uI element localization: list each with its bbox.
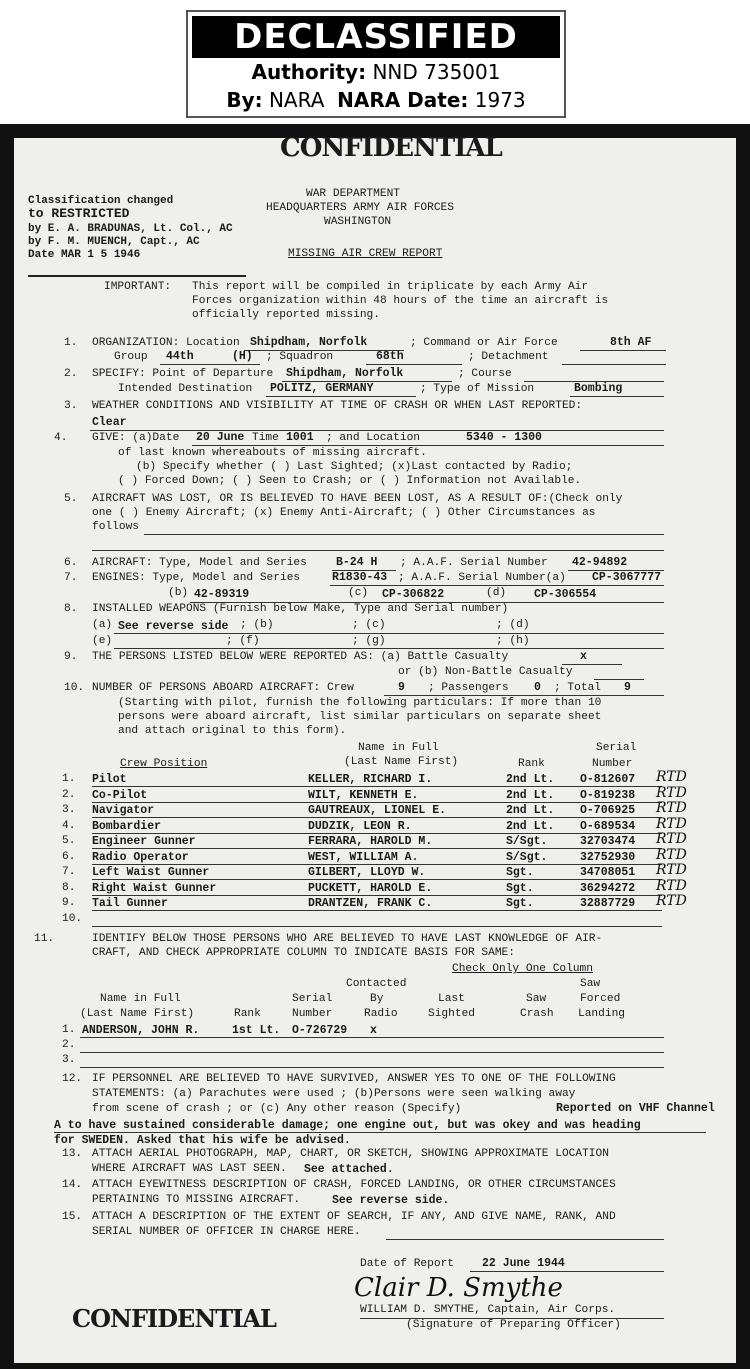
s11-line-2: CRAFT, AND CHECK APPROPRIATE COLUMN TO INDICATE BASIS FOR SAME: (92, 947, 515, 959)
s10-line-3: persons were aboard aircraft, list similar particulars on separate sheet (118, 711, 602, 723)
s11-h-rank: Rank (234, 1008, 261, 1020)
s2-destination-value: POLITZ, GERMANY (270, 382, 374, 395)
s10-line-4: and attach original to this form). (118, 725, 347, 737)
s12-reason-3: for SWEDEN. Asked that his wife be advised. (54, 1134, 351, 1147)
crew-row-num: 9. (62, 897, 76, 909)
s12-line-1: IF PERSONNEL ARE BELIEVED TO HAVE SURVIVED, ANSWER YES TO ONE OF THE FOLLOWING (92, 1073, 616, 1085)
s8-label: INSTALLED WEAPONS (Furnish below Make, Type and Serial number) (92, 603, 509, 615)
s7-engines-label: ENGINES: Type, Model and Series (92, 572, 301, 584)
s12-reason-1: Reported on VHF Channel (556, 1102, 715, 1115)
s13-attached: See attached. (304, 1163, 394, 1176)
crew-row-rule (92, 786, 662, 787)
witness-name: ANDERSON, JOHN R. (82, 1024, 200, 1037)
crew-status-note: RTD (656, 784, 687, 801)
s13-line-2: WHERE AIRCRAFT WAS LAST SEEN. (92, 1163, 287, 1175)
crew-status-note: RTD (656, 893, 687, 909)
document-page (14, 133, 736, 1363)
crew-row-num: 6. (62, 850, 76, 863)
crew-status-note: RTD (656, 846, 687, 863)
crew-name: DUDZIK, LEON R. (308, 819, 412, 833)
crew-row-num: 2. (62, 788, 76, 801)
crew-rank: Sgt. (506, 866, 534, 879)
s7-serial-c: CP-306822 (382, 588, 445, 601)
s5-line-2: one ( ) Enemy Aircraft; (x) Enemy Anti-Aircraft; ( ) Other Circumstances as (92, 507, 596, 519)
s8-f-label: ; (f) (226, 635, 260, 647)
witness-serial: O-726729 (292, 1024, 348, 1037)
s11-h-contacted-1: Contacted (346, 978, 407, 990)
witness-radio-mark: x (370, 1024, 377, 1037)
crew-row-num: 8. (62, 881, 76, 894)
crew-row-num: 10. (62, 912, 83, 925)
s3-label: WEATHER CONDITIONS AND VISIBILITY AT TIME OF CRASH OR WHEN LAST REPORTED: (92, 400, 583, 412)
crew-row-rule (92, 802, 662, 803)
crew-serial: O-812607 (580, 773, 636, 786)
s4-time-value: 1001 (286, 431, 314, 444)
crew-position: Engineer Gunner (92, 835, 196, 848)
reclass-line-5: Date MAR 1 5 1946 (28, 249, 141, 261)
crew-rank: S/Sgt. (506, 835, 548, 848)
s7-d-label: (d) (486, 587, 507, 599)
crew-row-rule (92, 833, 662, 834)
s11-h-saw-2: Crash (520, 1008, 554, 1020)
s10-total-value: 9 (624, 681, 631, 694)
s8-a-value: See reverse side (118, 620, 229, 633)
s4-time-label: Time (252, 432, 279, 444)
s12-line-2: STATEMENTS: (a) Parachutes were used ; (b)Persons were seen walking away (92, 1088, 576, 1100)
crew-row-rule (92, 848, 662, 849)
s9-line-1: THE PERSONS LISTED BELOW WERE REPORTED AS: (a) Battle Casualty (92, 651, 509, 663)
crew-serial: O-819238 (580, 788, 636, 802)
crew-position: Radio Operator (92, 850, 189, 864)
crew-position: Right Waist Gunner (92, 881, 217, 895)
classification-top: CONFIDENTIAL (280, 133, 502, 163)
s11-line-1: IDENTIFY BELOW THOSE PERSONS WHO ARE BELIEVED TO HAVE LAST KNOWLEDGE OF AIR- (92, 933, 603, 945)
s8-h-label: ; (h) (496, 635, 530, 647)
witness-row-rule (80, 1037, 664, 1038)
s15-line-2: SERIAL NUMBER OF OFFICER IN CHARGE HERE. (92, 1226, 361, 1238)
reclass-line-4: by F. M. MUENCH, Capt., AC (28, 236, 200, 248)
preparing-officer-name: WILLIAM D. SMYTHE, Captain, Air Corps. (360, 1304, 616, 1316)
s11-h-forced-2: Forced (580, 993, 621, 1005)
s11-h-forced-3: Landing (578, 1008, 625, 1020)
crew-serial: 32752930 (580, 850, 636, 864)
s10-line-2: (Starting with pilot, furnish the following particulars: If more than 10 (118, 697, 602, 709)
important-line-3: officially reported missing. (192, 309, 380, 321)
reclass-line-1: Classification changed (28, 195, 174, 207)
s13-num: 13. (62, 1148, 83, 1160)
s10-crew-label: NUMBER OF PERSONS ABOARD AIRCRAFT: Crew (92, 682, 354, 694)
s10-passengers-label: ; Passengers (428, 682, 509, 694)
crew-position: Bombardier (92, 819, 162, 833)
s10-num: 10. (64, 682, 85, 694)
s3-num: 3. (64, 400, 78, 412)
s6-aircraft-label: AIRCRAFT: Type, Model and Series (92, 557, 307, 569)
s2-departure-label: SPECIFY: Point of Departure (92, 368, 274, 380)
s4-line-3: (b) Specify whether ( ) Last Sighted; (x)Last contacted by Radio; (136, 461, 573, 473)
s4-line-2: of last known whereabouts of missing aircraft. (118, 447, 427, 459)
important-label: IMPORTANT: (104, 281, 172, 293)
crew-h-name-1: Name in Full (358, 742, 439, 754)
s4-location-value: 5340 - 1300 (466, 431, 542, 444)
crew-rank: 2nd Lt. (506, 773, 555, 786)
dept-line-2: HEADQUARTERS ARMY AIR FORCES (266, 202, 454, 214)
s1-location-value: Shipdham, Norfolk (250, 336, 368, 349)
crew-row-rule (92, 926, 662, 927)
by-line: By: NARA NARA Date: 1973 (226, 88, 526, 112)
s1-num: 1. (64, 337, 78, 349)
witness-rank: 1st Lt. (232, 1024, 281, 1037)
classification-bottom: CONFIDENTIAL (72, 1304, 276, 1333)
s7-serial-d: CP-306554 (534, 588, 597, 601)
important-line-2: Forces organization within 48 hours of the time an aircraft is (192, 295, 609, 307)
s7-engine-type: R1830-43 (332, 571, 388, 584)
crew-name: KELLER, RICHARD I. (308, 773, 433, 786)
s1-detachment-label: ; Detachment (468, 351, 549, 363)
crew-h-position: Crew Position (120, 758, 208, 770)
s8-c-label: ; (c) (352, 619, 386, 631)
s11-h-last-1: Last (438, 993, 465, 1005)
s6-num: 6. (64, 557, 78, 569)
s1-location-label: ORGANIZATION: Location (92, 337, 240, 349)
crew-row-rule (92, 817, 662, 818)
crew-row-rule (92, 895, 662, 896)
s12-num: 12. (62, 1073, 83, 1085)
crew-row-num: 7. (62, 866, 76, 878)
s1-group-type: (H) (232, 350, 253, 363)
s2-mission-value: Bombing (574, 382, 623, 395)
s8-d-label: ; (d) (496, 619, 530, 631)
witness-row-rule (80, 1052, 664, 1053)
witness-row-num: 2. (62, 1039, 76, 1051)
crew-rank: Sgt. (506, 881, 534, 895)
crew-name: FERRARA, HAROLD M. (308, 835, 433, 848)
crew-rank: Sgt. (506, 897, 534, 910)
crew-h-serial-2: Number (592, 758, 633, 770)
s2-num: 2. (64, 368, 78, 380)
s7-b-label: (b) (168, 587, 189, 599)
s14-num: 14. (62, 1179, 83, 1191)
crew-name: GILBERT, LLOYD W. (308, 866, 426, 879)
officer-signature: Clair D. Smythe (354, 1273, 563, 1303)
crew-rank: 2nd Lt. (506, 788, 555, 802)
s8-a-label: (a) (92, 619, 113, 631)
s1-command-label: ; Command or Air Force (410, 337, 558, 349)
crew-name: PUCKETT, HAROLD E. (308, 881, 433, 895)
s9-num: 9. (64, 651, 78, 663)
crew-name: GAUTREAUX, LIONEL E. (308, 804, 447, 817)
s6-serial-value: 42-94892 (572, 556, 628, 569)
s2-mission-label: ; Type of Mission (420, 383, 535, 395)
crew-name: WILT, KENNETH E. (308, 788, 419, 802)
s1-squadron-value: 68th (376, 350, 404, 363)
s2-departure-value: Shipdham, Norfolk (286, 367, 404, 380)
s4-line-4: ( ) Forced Down; ( ) Seen to Crash; or ( ) Information not Available. (118, 475, 582, 487)
authority-line: Authority: NND 735001 (251, 60, 501, 84)
s8-b-label: ; (b) (240, 619, 274, 631)
crew-position: Left Waist Gunner (92, 866, 210, 879)
crew-serial: O-706925 (580, 804, 636, 817)
crew-row-rule (92, 879, 662, 880)
preparing-officer-caption: (Signature of Preparing Officer) (406, 1319, 621, 1331)
s11-h-contacted-3: Radio (364, 1008, 398, 1020)
s2-destination-label: Intended Destination (118, 383, 253, 395)
s11-check-only: Check Only One Column (452, 963, 593, 975)
s14-reverse: See reverse side. (332, 1194, 450, 1207)
declassified-title: DECLASSIFIED (192, 16, 560, 58)
crew-serial: O-689534 (580, 819, 636, 833)
s11-h-serial-1: Serial (292, 993, 333, 1005)
crew-rank: 2nd Lt. (506, 819, 555, 833)
date-of-report-label: Date of Report (360, 1258, 454, 1270)
s9-battle-mark: x (580, 650, 587, 663)
witness-row-num: 3. (62, 1054, 76, 1066)
s5-num: 5. (64, 493, 78, 505)
crew-status-note: RTD (656, 862, 687, 878)
crew-status-note: RTD (656, 831, 687, 847)
crew-h-serial-1: Serial (596, 742, 637, 754)
crew-row-rule (92, 864, 662, 865)
crew-serial: 32703474 (580, 835, 636, 848)
s12-line-3: from scene of crash ; or (c) Any other reason (Specify) (92, 1103, 462, 1115)
s14-line-2: PERTAINING TO MISSING AIRCRAFT. (92, 1194, 301, 1206)
s13-line-1: ATTACH AERIAL PHOTOGRAPH, MAP, CHART, OR SKETCH, SHOWING APPROXIMATE LOCATION (92, 1148, 609, 1160)
s7-serial-b: 42-89319 (194, 588, 250, 601)
s11-h-serial-2: Number (292, 1008, 333, 1020)
crew-row-num: 5. (62, 835, 76, 847)
s11-h-contacted-2: By (370, 993, 384, 1005)
s7-serial-a: CP-3067777 (592, 571, 662, 584)
crew-row-rule (92, 910, 662, 911)
s4-date-label: GIVE: (a)Date (92, 432, 180, 444)
witness-row-num: 1. (62, 1024, 76, 1036)
declassified-stamp (186, 10, 566, 118)
crew-position: Co-Pilot (92, 788, 148, 802)
s1-group-value: 44th (166, 350, 194, 363)
s4-location-label: ; and Location (326, 432, 420, 444)
dept-line-3: WASHINGTON (324, 216, 392, 228)
s8-e-label: (e) (92, 635, 113, 647)
crew-row-num: 3. (62, 804, 76, 816)
witness-row-rule (80, 1067, 664, 1068)
s4-date-value: 20 June (196, 431, 245, 444)
s2-course-label: ; Course (458, 368, 512, 380)
crew-position: Navigator (92, 804, 155, 817)
crew-position: Tail Gunner (92, 897, 168, 910)
s11-h-forced-1: Saw (580, 978, 601, 990)
reclass-line-2: to RESTRICTED (28, 206, 130, 221)
s5-line-3: follows (92, 521, 139, 533)
s12-reason-2: A to have sustained considerable damage; one engine out, but was okey and was heading (54, 1119, 641, 1132)
s11-num: 11. (34, 933, 55, 945)
s15-num: 15. (62, 1211, 83, 1223)
s5-line-1: AIRCRAFT WAS LOST, OR IS BELIEVED TO HAVE BEEN LOST, AS A RESULT OF:(Check only (92, 493, 623, 505)
crew-position: Pilot (92, 773, 127, 786)
s1-squadron-label: ; Squadron (266, 351, 334, 363)
s15-line-1: ATTACH A DESCRIPTION OF THE EXTENT OF SEARCH, IF ANY, AND GIVE NAME, RANK, AND (92, 1211, 616, 1223)
s8-g-label: ; (g) (352, 635, 386, 647)
s1-command-value: 8th AF (610, 336, 652, 349)
report-title: MISSING AIR CREW REPORT (288, 248, 443, 260)
s7-num: 7. (64, 572, 78, 584)
s11-h-name-1: Name in Full (100, 993, 181, 1005)
crew-row-num: 4. (62, 819, 76, 832)
dept-line-1: WAR DEPARTMENT (306, 188, 400, 200)
s11-h-name-2: (Last Name First) (80, 1008, 195, 1020)
s11-h-saw-1: Saw (526, 993, 547, 1005)
s1-group-label: Group (114, 351, 148, 363)
crew-serial: 36294272 (580, 881, 636, 895)
s8-num: 8. (64, 603, 78, 615)
s11-h-last-2: Sighted (428, 1008, 475, 1020)
crew-h-rank: Rank (518, 758, 545, 770)
s7-serial-label: ; A.A.F. Serial Number(a) (398, 572, 566, 584)
crew-name: DRANTZEN, FRANK C. (308, 897, 433, 910)
crew-status-note: RTD (656, 800, 687, 816)
crew-name: WEST, WILLIAM A. (308, 850, 419, 864)
crew-rank: S/Sgt. (506, 850, 548, 864)
s10-passengers-value: 0 (534, 681, 541, 694)
s9-line-2: or (b) Non-Battle Casualty (398, 666, 573, 678)
reclass-line-3: by E. A. BRADUNAS, Lt. Col., AC (28, 223, 233, 235)
crew-status-note: RTD (656, 877, 687, 894)
crew-status-note: RTD (656, 815, 687, 832)
crew-rank: 2nd Lt. (506, 804, 555, 817)
s14-line-1: ATTACH EYEWITNESS DESCRIPTION OF CRASH, FORCED LANDING, OR OTHER CIRCUMSTANCES (92, 1179, 616, 1191)
crew-h-name-2: (Last Name First) (344, 756, 459, 768)
s7-c-label: (c) (348, 587, 369, 599)
s3-weather-value: Clear (92, 416, 127, 429)
s6-serial-label: ; A.A.F. Serial Number (400, 557, 548, 569)
s10-total-label: ; Total (554, 682, 601, 694)
s6-aircraft-type: B-24 H (336, 556, 378, 569)
crew-serial: 32887729 (580, 897, 636, 910)
crew-row-num: 1. (62, 773, 76, 785)
crew-status-note: RTD (656, 769, 687, 785)
date-of-report-value: 22 June 1944 (482, 1257, 565, 1270)
important-line-1: This report will be compiled in triplicate by each Army Air (192, 281, 589, 293)
crew-serial: 34708051 (580, 866, 636, 879)
s4-num: 4. (54, 432, 68, 444)
s10-crew-value: 9 (398, 681, 405, 694)
